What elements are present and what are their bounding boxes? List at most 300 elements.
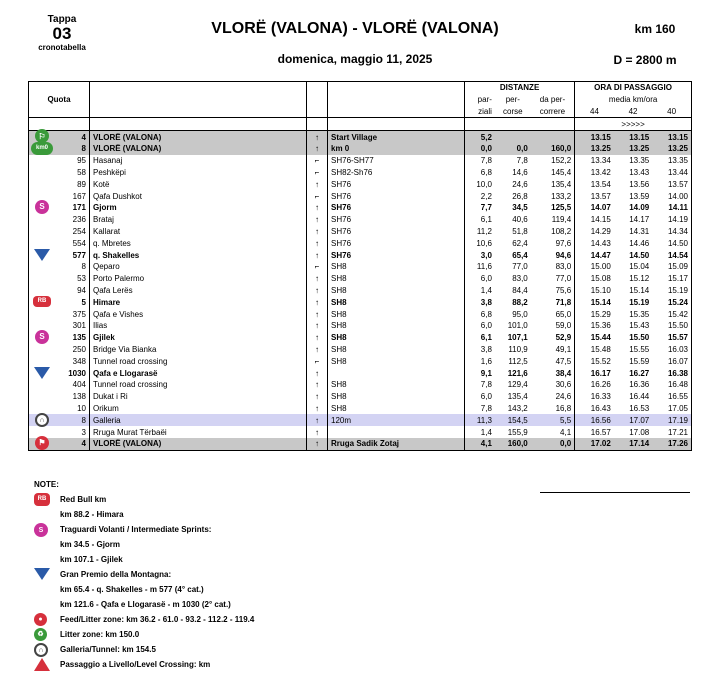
covered-distance-cell: 135,4 bbox=[507, 392, 528, 402]
table-row bbox=[29, 344, 692, 356]
remaining-distance-cell: 71,8 bbox=[555, 297, 572, 307]
direction-cell: ↑ bbox=[307, 320, 328, 332]
road-cell: SH8 bbox=[328, 296, 465, 308]
altitude-cell: 138 bbox=[72, 392, 86, 402]
icon-cell bbox=[29, 403, 62, 415]
covered-distance-cell: 84,4 bbox=[512, 285, 528, 295]
location-cell: Ilias bbox=[90, 320, 307, 332]
location-cell: q. Mbretes bbox=[90, 237, 307, 249]
altitude-cell: 301 bbox=[72, 321, 86, 331]
icon-cell bbox=[29, 273, 62, 285]
time-40-cell: 16.48 bbox=[652, 379, 691, 391]
time-44-cell: 16.26 bbox=[575, 379, 614, 391]
passage-times-header: ORA DI PASSAGGIO bbox=[575, 82, 692, 94]
table-row bbox=[29, 190, 692, 202]
table-row bbox=[29, 143, 692, 155]
location-cell: Tunnel road crossing bbox=[90, 355, 307, 367]
time-42-cell: 14.17 bbox=[629, 215, 650, 225]
remaining-distance-cell: 16,8 bbox=[555, 403, 572, 413]
direction-cell: ↑ bbox=[307, 249, 328, 261]
note-text: km 121.6 - Qafa e Llogarasë - m 1030 (2° cat.) bbox=[60, 600, 231, 609]
time-42-cell: 17.14 bbox=[614, 438, 652, 450]
altitude-cell: 404 bbox=[72, 380, 86, 390]
sprint-icon: S bbox=[35, 330, 49, 344]
icon-cell bbox=[29, 296, 62, 308]
table-row bbox=[29, 379, 692, 391]
direction-cell: ↑ bbox=[307, 426, 328, 438]
time-42-cell: 13.25 bbox=[614, 143, 652, 155]
time-44-cell: 13.15 bbox=[575, 131, 614, 143]
direction-cell: ↑ bbox=[307, 296, 328, 308]
altitude-cell: 58 bbox=[77, 167, 86, 177]
time-42-cell: 17.07 bbox=[614, 414, 652, 426]
road-cell: SH76 bbox=[328, 190, 465, 202]
covered-distance-cell: 160,0 bbox=[495, 438, 531, 450]
note-text: km 107.1 - Gjilek bbox=[60, 555, 123, 564]
remaining-distance-cell: 30,6 bbox=[555, 380, 572, 390]
mountain-prize-icon bbox=[34, 367, 50, 379]
partial-distance-cell: 5,2 bbox=[465, 131, 495, 143]
direction-cell: ⌐ bbox=[307, 261, 328, 273]
icon-cell bbox=[29, 155, 62, 167]
remaining-distance-cell: 94,6 bbox=[555, 250, 572, 260]
covered-distance-cell: 40,6 bbox=[512, 215, 528, 225]
location-cell: Orikum bbox=[90, 403, 307, 415]
note-text: Litter zone: km 150.0 bbox=[60, 630, 140, 639]
time-40-cell: 15.57 bbox=[652, 332, 691, 344]
note-text: Red Bull km bbox=[60, 495, 107, 504]
covered-distance-cell: 34,5 bbox=[512, 203, 528, 213]
remaining-header-2: correre bbox=[531, 106, 575, 118]
remaining-distance-cell: 160,0 bbox=[531, 143, 575, 155]
road-cell: SH8 bbox=[328, 379, 465, 391]
time-40-cell: 16.07 bbox=[652, 355, 691, 367]
level-crossing-icon bbox=[34, 658, 50, 671]
direction-cell: ⌐ bbox=[307, 190, 328, 202]
time-44-cell: 13.57 bbox=[575, 190, 614, 202]
location-cell: Kotë bbox=[90, 178, 307, 190]
icon-cell bbox=[29, 285, 62, 297]
icon-cell bbox=[29, 143, 62, 155]
time-44-cell: 14.29 bbox=[575, 226, 614, 238]
time-44-cell: 15.29 bbox=[575, 308, 614, 320]
sprint-icon: S bbox=[35, 200, 49, 214]
time-42-cell: 14.50 bbox=[629, 250, 650, 260]
partial-distance-cell: 9,1 bbox=[465, 367, 495, 379]
icon-cell bbox=[29, 167, 62, 179]
note-item bbox=[34, 522, 434, 537]
location-cell: Peshkëpi bbox=[90, 167, 307, 179]
covered-distance-cell: 107,1 bbox=[507, 333, 528, 343]
note-item bbox=[34, 507, 434, 522]
time-42-cell: 14.31 bbox=[629, 226, 650, 236]
altitude-cell: 5 bbox=[81, 297, 86, 307]
road-cell: SH76 bbox=[328, 178, 465, 190]
direction-cell: ↑ bbox=[307, 237, 328, 249]
arrows-marker: >>>>> bbox=[575, 118, 692, 131]
icon-cell bbox=[29, 355, 62, 367]
note-text: km 65.4 - q. Shakelles - m 577 (4° cat.) bbox=[60, 585, 204, 594]
time-44-cell: 16.57 bbox=[575, 426, 614, 438]
time-40-cell: 13.35 bbox=[652, 155, 691, 167]
time-44-cell: 16.33 bbox=[575, 391, 614, 403]
partial-header: par- bbox=[465, 94, 495, 106]
time-44-cell: 13.54 bbox=[575, 178, 614, 190]
partial-distance-cell: 4,1 bbox=[465, 438, 495, 450]
time-44-cell: 13.25 bbox=[575, 143, 614, 155]
table-row bbox=[29, 214, 692, 226]
road-cell: SH8 bbox=[328, 285, 465, 297]
location-cell: VLORË (VALONA) bbox=[90, 143, 307, 155]
icon-cell bbox=[29, 414, 62, 426]
note-item bbox=[34, 612, 434, 627]
time-44-cell: 14.47 bbox=[575, 249, 614, 261]
time-40-cell: 16.55 bbox=[652, 391, 691, 403]
table-row bbox=[29, 438, 692, 450]
road-cell: SH8 bbox=[328, 308, 465, 320]
location-cell: Tunnel road crossing bbox=[90, 379, 307, 391]
table-row bbox=[29, 367, 692, 379]
road-cell: SH8 bbox=[328, 273, 465, 285]
icon-cell bbox=[29, 344, 62, 356]
red-bull-icon: RB bbox=[33, 296, 51, 307]
time-40-cell: 17.05 bbox=[652, 403, 691, 415]
icon-cell bbox=[29, 379, 62, 391]
stage-number: 03 bbox=[52, 24, 72, 43]
divider bbox=[540, 492, 690, 493]
remaining-distance-cell: 83,0 bbox=[555, 262, 572, 272]
covered-distance-cell: 155,9 bbox=[507, 427, 528, 437]
icon-cell bbox=[29, 261, 62, 273]
time-44-cell: 13.34 bbox=[575, 155, 614, 167]
location-cell: Himare bbox=[90, 296, 307, 308]
elevation-gain: D = 2800 m bbox=[613, 53, 677, 67]
time-44-cell: 13.42 bbox=[575, 167, 614, 179]
table-row bbox=[29, 249, 692, 261]
partial-distance-cell: 3,8 bbox=[465, 344, 495, 356]
time-42-cell: 15.04 bbox=[629, 262, 650, 272]
covered-distance-cell: 112,5 bbox=[508, 356, 528, 366]
km0-icon: km0 bbox=[31, 142, 53, 155]
time-42-cell: 15.35 bbox=[629, 309, 650, 319]
time-42-cell: 13.56 bbox=[629, 179, 650, 189]
remaining-distance-cell: 24,6 bbox=[555, 392, 572, 402]
direction-cell: ⌐ bbox=[307, 167, 328, 179]
note-item bbox=[34, 567, 434, 582]
note-text: Galleria/Tunnel: km 154.5 bbox=[60, 645, 156, 654]
direction-cell: ↑ bbox=[307, 202, 328, 214]
altitude-cell: 89 bbox=[77, 179, 86, 189]
remaining-distance-cell: 47,5 bbox=[555, 356, 572, 366]
location-cell: Rruga Murat Tërbaëi bbox=[90, 426, 307, 438]
location-cell: Qafa Lerës bbox=[90, 285, 307, 297]
table-row bbox=[29, 403, 692, 415]
partial-distance-cell: 1,4 bbox=[465, 426, 495, 438]
time-44-cell: 16.43 bbox=[575, 403, 614, 415]
location-cell: Gjilek bbox=[90, 332, 307, 344]
altitude-cell: 10 bbox=[77, 403, 86, 413]
remaining-distance-cell: 49,1 bbox=[555, 344, 572, 354]
road-cell: SH76 bbox=[328, 214, 465, 226]
partial-distance-cell: 6,0 bbox=[465, 273, 495, 285]
icon-cell bbox=[29, 391, 62, 403]
partial-distance-cell: 0,0 bbox=[465, 143, 495, 155]
note-item bbox=[34, 642, 434, 657]
direction-cell: ↑ bbox=[307, 131, 328, 143]
time-40-cell: 17.21 bbox=[652, 426, 691, 438]
road-cell: Rruga Sadik Zotaj bbox=[328, 438, 465, 450]
altitude-header: Quota bbox=[29, 94, 90, 106]
table-row bbox=[29, 155, 692, 167]
note-item bbox=[34, 582, 434, 597]
time-42-cell: 15.59 bbox=[629, 356, 650, 366]
covered-distance-cell: 121,6 bbox=[507, 368, 528, 378]
speed-44-header: 44 bbox=[575, 106, 614, 118]
covered-distance-cell: 88,2 bbox=[512, 297, 528, 307]
note-item bbox=[34, 627, 434, 642]
time-42-cell: 13.35 bbox=[629, 156, 650, 166]
icon-cell bbox=[29, 367, 62, 379]
icon-cell bbox=[29, 308, 62, 320]
table-row bbox=[29, 414, 692, 426]
partial-distance-cell: 7,8 bbox=[465, 379, 495, 391]
altitude-cell: 254 bbox=[72, 226, 86, 236]
time-42-cell: 16.27 bbox=[629, 368, 650, 378]
location-cell: q. Shakelles bbox=[90, 249, 307, 261]
covered-distance-cell: 129,4 bbox=[507, 380, 528, 390]
feed-zone-icon: ● bbox=[34, 613, 47, 626]
altitude-cell: 94 bbox=[77, 285, 86, 295]
timetable bbox=[28, 81, 692, 451]
covered-distance-cell: 0,0 bbox=[495, 143, 531, 155]
litter-zone-icon: ♻ bbox=[34, 628, 47, 641]
table-row bbox=[29, 202, 692, 214]
direction-cell: ⌐ bbox=[307, 155, 328, 167]
partial-distance-cell: 11,2 bbox=[465, 226, 495, 238]
direction-cell: ↑ bbox=[307, 285, 328, 297]
location-cell: Gjorm bbox=[90, 202, 307, 214]
direction-cell: ↑ bbox=[307, 438, 328, 450]
remaining-header: da per- bbox=[539, 95, 566, 105]
time-40-cell: 17.19 bbox=[652, 414, 691, 426]
road-cell: SH76 bbox=[328, 226, 465, 238]
icon-cell bbox=[29, 226, 62, 238]
sprint-icon: S bbox=[34, 523, 48, 537]
partial-distance-cell: 6,0 bbox=[465, 320, 495, 332]
location-cell: Dukat i Ri bbox=[90, 391, 307, 403]
altitude-cell: 554 bbox=[72, 238, 86, 248]
covered-distance-cell: 65,4 bbox=[512, 250, 528, 260]
remaining-distance-cell: 59,0 bbox=[555, 321, 572, 331]
altitude-cell: 171 bbox=[72, 203, 86, 213]
altitude-cell: 8 bbox=[61, 414, 90, 426]
note-item bbox=[34, 492, 434, 507]
covered-distance-cell: 110,9 bbox=[508, 344, 528, 354]
direction-cell: ↑ bbox=[307, 414, 328, 426]
covered-distance-cell: 101,0 bbox=[507, 321, 528, 331]
note-text: Traguardi Volanti / Intermediate Sprints: bbox=[60, 525, 212, 534]
location-cell: Porto Palermo bbox=[90, 273, 307, 285]
road-cell bbox=[328, 367, 465, 379]
location-cell: VLORË (VALONA) bbox=[90, 131, 307, 143]
time-44-cell: 14.15 bbox=[575, 214, 614, 226]
note-text: km 34.5 - Gjorm bbox=[60, 540, 121, 549]
tunnel-icon: ∩ bbox=[34, 643, 48, 657]
time-40-cell: 16.38 bbox=[652, 367, 691, 379]
time-40-cell: 13.57 bbox=[652, 178, 691, 190]
table-row bbox=[29, 391, 692, 403]
partial-distance-cell: 10,0 bbox=[465, 178, 495, 190]
direction-cell: ↑ bbox=[307, 143, 328, 155]
time-44-cell: 14.43 bbox=[575, 237, 614, 249]
altitude-cell: 8 bbox=[81, 262, 86, 272]
time-42-cell: 16.36 bbox=[629, 380, 650, 390]
covered-distance-cell: 7,8 bbox=[516, 156, 528, 166]
altitude-cell: 8 bbox=[61, 143, 90, 155]
direction-cell: ↑ bbox=[307, 391, 328, 403]
stage-label: Tappa bbox=[47, 14, 77, 25]
location-cell: Hasanaj bbox=[90, 155, 307, 167]
location-cell: Bridge Via Bianka bbox=[90, 344, 307, 356]
partial-distance-cell: 6,8 bbox=[465, 308, 495, 320]
altitude-cell: 3 bbox=[81, 427, 86, 437]
altitude-cell: 375 bbox=[72, 309, 86, 319]
road-cell: SH8 bbox=[328, 344, 465, 356]
time-42-cell: 15.12 bbox=[629, 274, 650, 284]
notes-title: NOTE: bbox=[34, 480, 59, 489]
time-44-cell: 15.48 bbox=[575, 344, 614, 356]
road-cell: 120m bbox=[328, 414, 465, 426]
altitude-cell: 348 bbox=[72, 356, 86, 366]
time-42-cell: 13.43 bbox=[629, 167, 650, 177]
stage-date: domenica, maggio 11, 2025 bbox=[277, 52, 433, 66]
direction-cell: ↑ bbox=[307, 379, 328, 391]
remaining-distance-cell: 5,5 bbox=[531, 414, 575, 426]
partial-distance-cell: 7,8 bbox=[465, 403, 495, 415]
time-40-cell: 14.00 bbox=[652, 190, 691, 202]
time-44-cell: 16.56 bbox=[575, 414, 614, 426]
remaining-distance-cell: 75,6 bbox=[555, 285, 572, 295]
time-42-cell: 16.53 bbox=[629, 403, 650, 413]
remaining-distance-cell: 97,6 bbox=[555, 238, 572, 248]
time-40-cell: 17.26 bbox=[652, 438, 691, 450]
remaining-distance-cell: 65,0 bbox=[555, 309, 572, 319]
speed-42-header: 42 bbox=[614, 106, 652, 118]
time-44-cell: 15.36 bbox=[575, 320, 614, 332]
altitude-cell: 95 bbox=[77, 156, 86, 166]
time-44-cell: 16.17 bbox=[575, 367, 614, 379]
direction-cell: ↑ bbox=[307, 214, 328, 226]
time-40-cell: 16.03 bbox=[652, 344, 691, 356]
location-cell: Qafa e Vishes bbox=[90, 308, 307, 320]
partial-distance-cell: 7,8 bbox=[465, 155, 495, 167]
stage-type: cronotabella bbox=[38, 42, 86, 52]
icon-cell bbox=[29, 438, 62, 450]
time-42-cell: 15.43 bbox=[629, 321, 650, 331]
road-cell: SH8 bbox=[328, 355, 465, 367]
partial-distance-cell: 6,0 bbox=[465, 391, 495, 403]
partial-distance-cell: 6,8 bbox=[465, 167, 495, 179]
remaining-distance-cell: 125,5 bbox=[551, 203, 572, 213]
road-cell: SH76 bbox=[328, 249, 465, 261]
road-cell: Start Village bbox=[328, 131, 465, 143]
note-text: Passaggio a Livello/Level Crossing: km bbox=[60, 660, 211, 669]
time-40-cell: 13.15 bbox=[652, 131, 691, 143]
covered-distance-cell: 26,8 bbox=[512, 191, 528, 201]
altitude-cell: 1030 bbox=[68, 368, 86, 378]
time-42-cell: 14.09 bbox=[629, 203, 650, 213]
altitude-cell: 4 bbox=[61, 131, 90, 143]
red-bull-icon: RB bbox=[34, 493, 50, 506]
avg-speed-header: media km/ora bbox=[575, 94, 692, 106]
covered-distance-cell: 24,6 bbox=[512, 179, 528, 189]
location-cell: Qeparo bbox=[90, 261, 307, 273]
partial-distance-cell: 3,8 bbox=[465, 296, 495, 308]
time-42-cell: 15.14 bbox=[629, 285, 650, 295]
road-cell: SH82-Sh76 bbox=[328, 167, 465, 179]
note-item bbox=[34, 537, 434, 552]
covered-header-2: corse bbox=[495, 106, 531, 118]
stage-badge bbox=[22, 14, 102, 52]
remaining-distance-cell: 38,4 bbox=[555, 368, 572, 378]
direction-cell: ↑ bbox=[307, 344, 328, 356]
icon-cell bbox=[29, 249, 62, 261]
table-row bbox=[29, 131, 692, 143]
time-40-cell: 15.17 bbox=[652, 273, 691, 285]
location-cell: Galleria bbox=[90, 414, 307, 426]
stage-distance: km 160 bbox=[634, 22, 676, 36]
table-row bbox=[29, 426, 692, 438]
table-row bbox=[29, 178, 692, 190]
road-cell: SH8 bbox=[328, 261, 465, 273]
remaining-distance-cell: 135,4 bbox=[551, 179, 572, 189]
time-44-cell: 15.00 bbox=[575, 261, 614, 273]
direction-cell: ↑ bbox=[307, 226, 328, 238]
location-cell: VLORË (VALONA) bbox=[90, 438, 307, 450]
time-40-cell: 14.50 bbox=[652, 237, 691, 249]
page-title: VLORË (VALONA) - VLORË (VALONA) bbox=[211, 20, 499, 37]
altitude-cell: 167 bbox=[72, 191, 86, 201]
time-44-cell: 15.52 bbox=[575, 355, 614, 367]
time-40-cell: 14.11 bbox=[652, 202, 691, 214]
covered-header: per- bbox=[505, 95, 520, 105]
partial-distance-cell: 1,6 bbox=[465, 355, 495, 367]
location-cell: Kallarat bbox=[90, 226, 307, 238]
time-40-cell: 14.54 bbox=[652, 249, 691, 261]
time-40-cell: 15.50 bbox=[652, 320, 691, 332]
time-40-cell: 15.19 bbox=[652, 285, 691, 297]
partial-header-2: ziali bbox=[465, 106, 495, 118]
road-cell: SH8 bbox=[328, 391, 465, 403]
location-cell: Qafa e Llogarasë bbox=[90, 367, 307, 379]
remaining-distance-cell: 77,0 bbox=[555, 274, 572, 284]
road-cell bbox=[328, 426, 465, 438]
remaining-distance-cell: 145,4 bbox=[551, 167, 572, 177]
icon-cell bbox=[29, 202, 62, 214]
time-40-cell: 15.09 bbox=[652, 261, 691, 273]
time-40-cell: 15.42 bbox=[652, 308, 691, 320]
partial-distance-cell: 3,0 bbox=[465, 249, 495, 261]
covered-distance-cell: 51,8 bbox=[512, 226, 528, 236]
covered-distance-cell: 62,4 bbox=[512, 238, 528, 248]
note-text: Gran Premio della Montagna: bbox=[60, 570, 172, 579]
direction-cell: ↑ bbox=[307, 367, 328, 379]
note-text: Feed/Litter zone: km 36.2 - 61.0 - 93.2 - 112.2 - 119.4 bbox=[60, 615, 255, 624]
time-44-cell: 15.44 bbox=[575, 332, 614, 344]
start-icon: ⚐ bbox=[35, 129, 49, 143]
altitude-cell: 135 bbox=[72, 333, 86, 343]
partial-distance-cell: 6,1 bbox=[465, 332, 495, 344]
